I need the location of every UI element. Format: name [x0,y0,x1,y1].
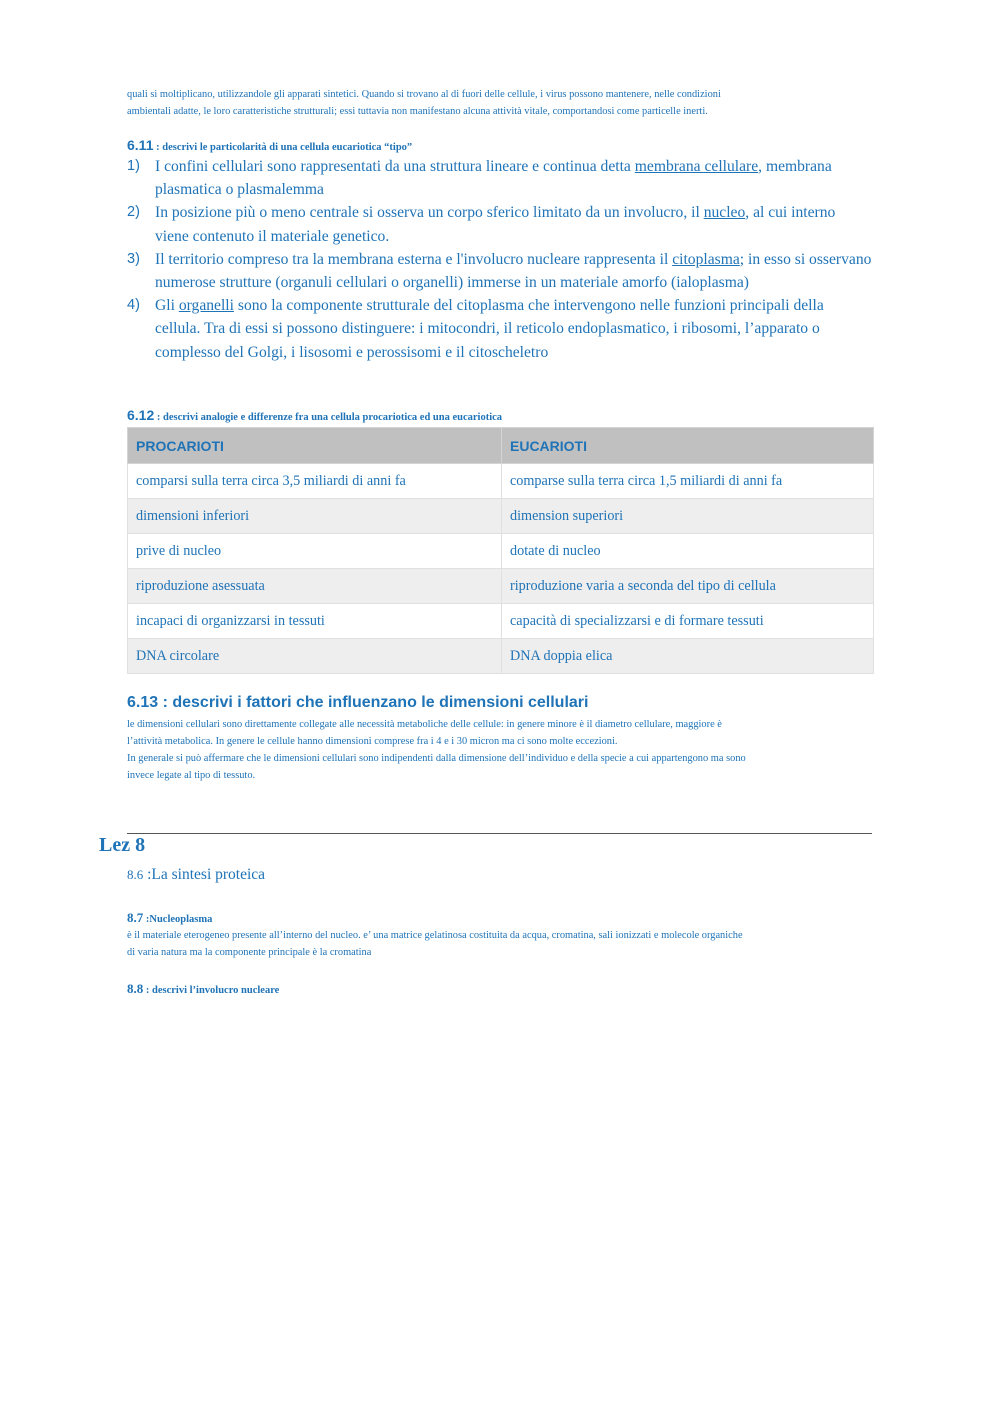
list-text: sono la componente strutturale del citoplasma che intervengono nelle funzioni principali della cellula. Tra di essi si possono distinguere: i mitocondri, il reticolo endoplasmatico, i ribosomi, l’apparato o complesso del Golgi, i lisosomi e perossisomi e il citoscheletro [155,297,824,361]
intro-paragraph [127,86,867,120]
table-row [128,464,874,499]
section-heading-8-6 [127,866,265,884]
section-title: :Nucleoplasma [143,914,213,925]
lesson-title: Lez 8 [99,834,146,856]
term-link[interactable]: membrana cellulare [634,158,759,175]
list-item [127,294,872,364]
table-cell: comparse sulla terra circa 1,5 miliardi di anni fa [502,464,874,499]
table-header-row [128,428,874,464]
list-text: Gli [155,297,179,315]
table-row [128,499,874,534]
table-cell: DNA doppia elica [502,639,874,674]
section-heading-8-7 [127,909,212,927]
term-link[interactable]: organelli [178,297,234,315]
cell-size-paragraph [127,716,867,784]
list-item [127,248,872,294]
table-cell: dotate di nucleo [502,534,874,569]
table-cell: prive di nucleo [128,534,502,569]
list-marker: 3) [127,250,140,267]
list-text: ; in esso si osservano numerose strutture (organuli cellulari o organelli) immerse in un materiale amorfo (ialoplasma) [155,250,872,292]
intro-line: ambientali adatte, le loro caratteristiche strutturali; essi tuttavia non manifestano alcuna attività vitale, comportandosi come particelle inerti. [127,106,708,117]
section-number: 8.6 [127,867,144,882]
paragraph-line: è il materiale eterogeneo presente all’interno del nucleo. e’ una matrice gelatinosa costituita da acqua, cromatina, sali ionizzati e molecole organiche [127,930,743,941]
table-cell: capacità di specializzarsi e di formare tessuti [502,604,874,639]
list-marker: 2) [127,204,140,221]
list-item [127,201,872,247]
list-marker: 1) [127,158,140,174]
section-number: 8.7 [127,910,144,925]
list-item [127,155,872,201]
section-heading-6-12 [127,407,502,425]
term-link[interactable]: nucleo [703,204,746,222]
nucleoplasm-paragraph [127,927,867,961]
paragraph-line: In generale si può affermare che le dimensioni cellulari sono indipendenti dalla dimensione dell’individuo e della specie a cui appartengono ma sono [127,753,746,764]
table-cell: incapaci di organizzarsi in tessuti [128,604,502,639]
eukaryotic-cell-list [127,155,872,364]
list-text: Il territorio compreso tra la membrana esterna e l'involucro nucleare rappresenta il [155,250,673,268]
section-number: 6.11 [127,137,154,153]
section-title: : descrivi l’involucro nucleare [143,985,280,996]
table-cell: DNA circolare [128,639,502,674]
table-cell: riproduzione varia a seconda del tipo di cellula [502,569,874,604]
section-title: :La sintesi proteica [143,866,266,883]
table-cell: riproduzione asessuata [128,569,502,604]
table-row [128,639,874,674]
comparison-table [127,427,874,674]
table-row [128,569,874,604]
list-text: , al cui interno viene contenuto il materiale genetico. [155,204,836,245]
section-heading-6-13: 6.13 : descrivi i fattori che influenzano le dimensioni cellulari [127,694,589,711]
paragraph-line: le dimensioni cellulari sono direttamente collegate alle necessità metaboliche delle cellule: in genere minore è il diametro cellulare, maggiore è [127,719,722,730]
paragraph-line: di varia natura ma la componente principale è la cromatina [127,947,372,958]
section-title: : descrivi le particolarità di una cellula eucariotica “tipo” [153,142,413,153]
section-heading-8-8 [127,980,279,998]
section-number: 6.12 [127,407,155,423]
section-heading-6-11 [127,137,412,155]
list-text: In posizione più o meno centrale si osserva un corpo sferico limitato da un involucro, il [155,204,704,222]
table-row [128,534,874,569]
list-text: I confini cellulari sono rappresentati da una struttura lineare e continua detta [155,158,635,175]
table-cell: dimension superiori [502,499,874,534]
section-title: : descrivi analogie e differenze fra una cellula procariotica ed una eucariotica [154,412,503,423]
section-divider [127,833,872,834]
list-marker: 4) [127,297,140,314]
table-cell: dimensioni inferiori [128,499,502,534]
table-row [128,604,874,639]
paragraph-line: l’attività metabolica. In genere le cellule hanno dimensioni comprese fra i 4 e i 30 micron ma ci sono molte eccezioni. [127,736,618,747]
list-text: , membrana plasmatica o plasmalemma [155,158,832,199]
column-header: PROCARIOTI [128,428,502,464]
table-cell: comparsi sulla terra circa 3,5 miliardi di anni fa [128,464,502,499]
intro-line: quali si moltiplicano, utilizzandole gli apparati sintetici. Quando si trovano al di fuori delle cellule, i virus possono mantenere, nelle condizioni [127,89,721,100]
paragraph-line: invece legate al tipo di tessuto. [127,770,256,781]
section-number: 8.8 [127,981,144,996]
term-link[interactable]: citoplasma [672,250,740,268]
column-header: EUCARIOTI [502,428,874,464]
